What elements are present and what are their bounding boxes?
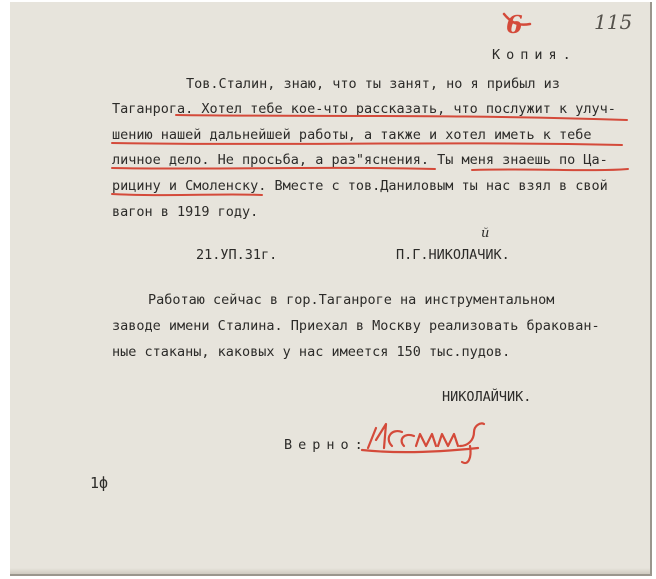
letter-line-1: Тов.Сталин, знаю, что ты занят, но я прибыл из — [186, 76, 560, 92]
postscript-line-3: ные стаканы, каковых у нас имеется 150 тыс.пудов. — [112, 344, 511, 360]
copy-heading: Копия. — [492, 47, 577, 63]
certification-label: Верно: — [284, 437, 369, 453]
letter-line-2: Таганрога. Хотел тебе кое-что рассказать, что послужит к улуч- — [112, 101, 616, 117]
postscript-line-2: заводе имени Сталина. Приехал в Москву реализовать бракован- — [112, 318, 600, 334]
sheet-edge-shadow — [10, 568, 650, 574]
red-handwritten-number: 6 — [506, 10, 523, 39]
postscript-signature: НИКОЛАЙЧИК. — [442, 389, 532, 405]
footer-mark: 1ф — [90, 474, 109, 492]
letter-date: 21.УП.31г. — [196, 247, 278, 263]
letter-line-4: личное дело. Не просьба, а раз"яснения. Ты меня знаешь по Ца- — [112, 152, 608, 168]
letter-line-5: рицину и Смоленску. Вместе с тов.Даниловым ты нас взял в свой — [112, 178, 608, 194]
letter-line-3: шению нашей дальнейшей работы, а также и хотел иметь к тебе — [112, 127, 592, 143]
signature-handwritten-insert: й — [481, 226, 490, 241]
page-number: 115 — [594, 10, 633, 34]
letter-line-6: вагон в 1919 году. — [112, 204, 259, 220]
postscript-line-1: Работаю сейчас в гор.Таганроге на инструментальном — [148, 292, 555, 308]
letter-signature: П.Г.НИКОЛАЧИК. — [396, 247, 510, 263]
